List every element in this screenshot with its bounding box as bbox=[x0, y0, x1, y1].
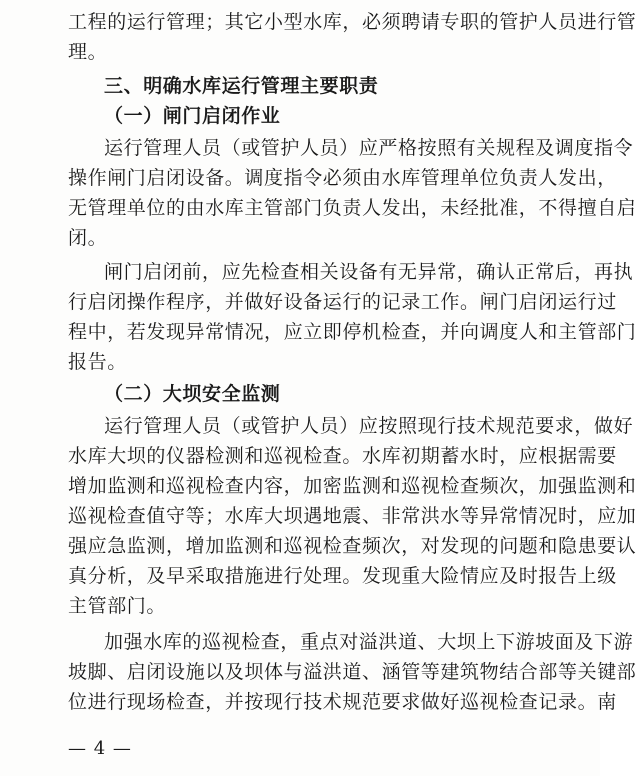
subsection-heading: （一）闸门启闭作业 bbox=[104, 105, 281, 127]
subsection-heading: （二）大坝安全监测 bbox=[104, 383, 281, 405]
body-line: 闸门启闭前，应先检查相关设备有无异常，确认正常后，再执 bbox=[104, 261, 634, 283]
body-line: 闭。 bbox=[68, 227, 108, 249]
body-line: 报告。 bbox=[68, 351, 127, 373]
body-line: 坡脚、启闭设施以及坝体与溢洪道、涵管等建筑物结合部等关键部 bbox=[68, 661, 636, 683]
body-line: 位进行现场检查，并按现行技术规范要求做好巡视检查记录。南 bbox=[68, 691, 617, 713]
body-line: 加强水库的巡视检查，重点对溢洪道、大坝上下游坡面及下游 bbox=[104, 631, 634, 653]
body-line: 运行管理人员（或管护人员）应严格按照有关规程及调度指令 bbox=[104, 137, 634, 159]
body-line: 真分析，及早采取措施进行处理。发现重大险情应及时报告上级 bbox=[68, 565, 617, 587]
body-line: 巡视检查值守等；水库大坝遇地震、非常洪水等异常情况时，应加 bbox=[68, 505, 636, 527]
body-line: 工程的运行管理；其它小型水库，必须聘请专职的管护人员进行管 bbox=[68, 11, 636, 33]
body-line: 理。 bbox=[68, 41, 108, 63]
section-heading: 三、明确水库运行管理主要职责 bbox=[104, 75, 379, 97]
page-number: — 4 — bbox=[68, 738, 132, 759]
body-line: 增加监测和巡视检查内容，加密监测和巡视检查频次，加强监测和 bbox=[68, 475, 636, 497]
body-line: 程中，若发现异常情况，应立即停机检查，并向调度人和主管部门 bbox=[68, 321, 636, 343]
body-line: 无管理单位的由水库主管部门负责人发出，未经批准，不得擅自启 bbox=[68, 197, 636, 219]
body-line: 运行管理人员（或管护人员）应按照现行技术规范要求，做好 bbox=[104, 415, 634, 437]
body-line: 主管部门。 bbox=[68, 595, 167, 617]
body-line: 行启闭操作程序，并做好设备运行的记录工作。闸门启闭运行过 bbox=[68, 291, 617, 313]
body-line: 水库大坝的仪器检测和巡视检查。水库初期蓄水时，应根据需要 bbox=[68, 445, 617, 467]
body-line: 操作闸门启闭设备。调度指令必须由水库管理单位负责人发出， bbox=[68, 167, 617, 189]
body-line: 强应急监测，增加监测和巡视检查频次，对发现的问题和隐患要认 bbox=[68, 535, 636, 557]
